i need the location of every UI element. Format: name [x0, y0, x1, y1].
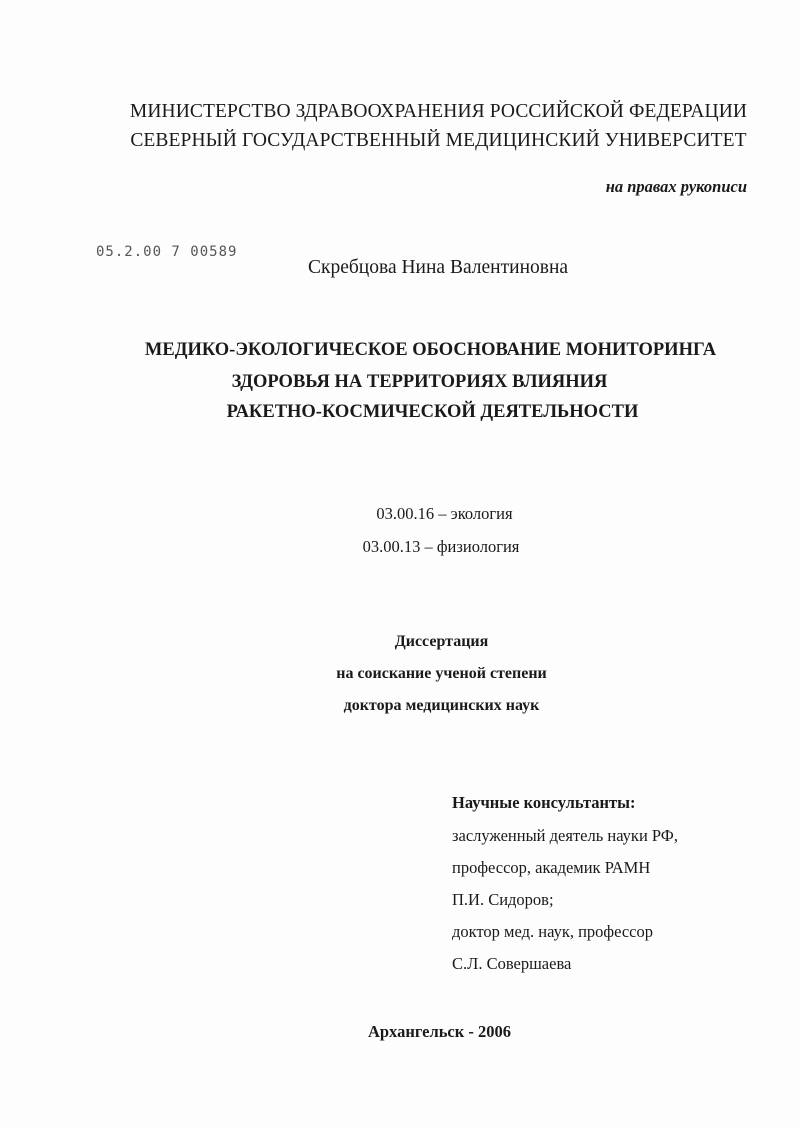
thesis-title-line-3: РАКЕТНО-КОСМИЧЕСКОЙ ДЕЯТЕЛЬНОСТИ: [226, 402, 639, 422]
library-stamp-number: 05.2.00 7 00589: [96, 244, 238, 260]
consultants-heading: Научные консультанты:: [452, 793, 636, 812]
consultant-1-rank: профессор, академик РАМН: [452, 858, 651, 877]
author-name: Скребцова Нина Валентиновна: [308, 257, 569, 278]
thesis-title-line-2: ЗДОРОВЬЯ НА ТЕРРИТОРИЯХ ВЛИЯНИЯ: [231, 372, 608, 392]
city-and-year: Архангельск - 2006: [367, 1022, 512, 1041]
degree-name: доктора медицинских наук: [343, 697, 540, 714]
specialty-code-ecology: 03.00.16 – экология: [376, 504, 513, 523]
degree-purpose: на соискание ученой степени: [336, 665, 547, 682]
consultant-2-name: С.Л. Совершаева: [452, 954, 572, 973]
specialty-code-physiology: 03.00.13 – физиология: [362, 537, 520, 556]
consultant-1-title: заслуженный деятель науки РФ,: [452, 826, 678, 845]
thesis-title-line-1: МЕДИКО-ЭКОЛОГИЧЕСКОЕ ОБОСНОВАНИЕ МОНИТОРИНГА: [144, 340, 717, 360]
manuscript-rights-note: на правах рукописи: [605, 177, 747, 196]
ministry-name: МИНИСТЕРСТВО ЗДРАВООХРАНЕНИЯ РОССИЙСКОЙ ФЕДЕРАЦИИ: [129, 101, 748, 122]
consultant-2-title: доктор мед. наук, профессор: [452, 922, 653, 941]
consultant-1-name: П.И. Сидоров;: [452, 890, 554, 909]
document-type: Диссертация: [394, 633, 489, 650]
university-name: СЕВЕРНЫЙ ГОСУДАРСТВЕННЫЙ МЕДИЦИНСКИЙ УНИВЕРСИТЕТ: [130, 130, 747, 151]
